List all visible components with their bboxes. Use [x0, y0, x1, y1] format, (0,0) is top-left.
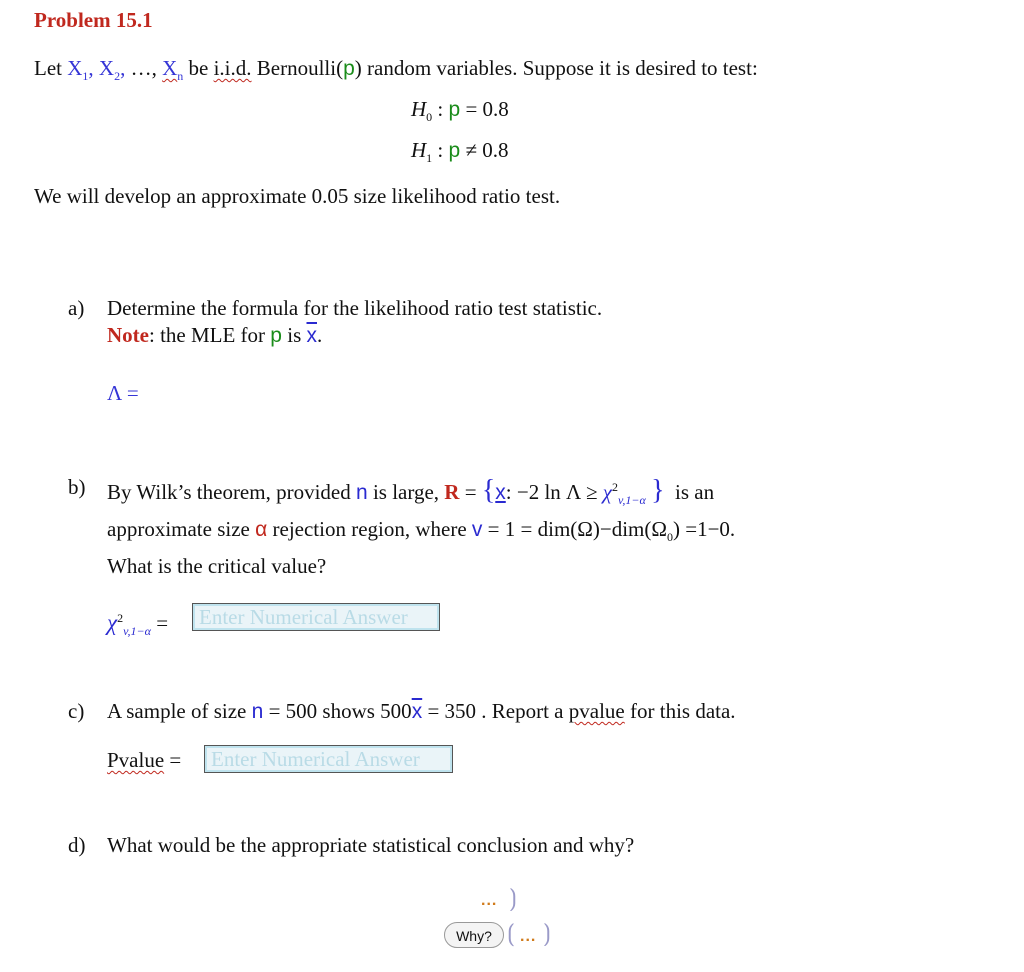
- hypothesis-h1: $H_1$ : p ≠ 0.8: [411, 138, 509, 166]
- pvalue-input[interactable]: [204, 745, 453, 773]
- critical-value-input[interactable]: [192, 603, 440, 631]
- intro-be: be: [188, 56, 209, 80]
- reason-dropdown[interactable]: ...: [520, 928, 537, 945]
- why-label: Why?: [444, 922, 504, 948]
- part-b-letter: b): [68, 475, 86, 499]
- var-x2: $X_2$,: [98, 56, 126, 84]
- part-b-line3: What is the critical value?: [107, 554, 327, 578]
- part-d-letter: d): [68, 833, 86, 857]
- dropdown-bracket-icon: ⟯: [509, 885, 517, 912]
- lambda-label: Λ =: [107, 381, 139, 405]
- var-xn: $X_n$: [162, 56, 184, 84]
- dropdown-bracket-left-icon: ⟮: [507, 920, 515, 947]
- iid-word: i.i.d.: [213, 56, 252, 80]
- part-b-line2: approximate size α rejection region, where $v = 1 = dim(\Omega)-dim(\Omega_0) =1-0$.: [107, 517, 736, 545]
- develop-statement: We will develop an approximate 0.05 size likelihood ratio test.: [34, 184, 561, 208]
- critical-value-label: $\chi^2_{v,1-\alpha}$ =: [107, 610, 169, 639]
- problem-title: Problem 15.1: [34, 8, 153, 32]
- bernoulli-text: Bernoulli(: [256, 56, 344, 80]
- part-c-letter: c): [68, 699, 85, 723]
- param-p: p: [343, 57, 355, 80]
- part-d-question: What would be the appropriate statistical conclusion and why?: [107, 833, 635, 857]
- intro-let: Let: [34, 56, 62, 80]
- intro-dots: …,: [130, 56, 157, 80]
- part-a-question: Determine the formula for the likelihood ratio test statistic.: [107, 296, 603, 320]
- pvalue-label: Pvalue =: [107, 748, 182, 772]
- part-a-letter: a): [68, 296, 85, 320]
- part-c-question: A sample of size n = 500 shows $500\overline{x} = 350$ . Report a pvalue for this data.: [107, 699, 736, 723]
- dropdown-bracket-right-icon: ⟯: [543, 920, 551, 947]
- intro-line: [34, 55, 758, 89]
- part-b-line1: By Wilk’s theorem, provided n is large, R = {x: −2 $\ln \Lambda \ge \chi^2_{v,1-\alpha}$ } is an: [107, 475, 715, 508]
- conclusion-dropdown[interactable]: ...: [481, 892, 498, 909]
- intro-rest: ) random variables. Suppose it is desired to test:: [354, 56, 758, 80]
- hypothesis-h0: $H_0$ : p = 0.8: [411, 97, 509, 125]
- part-a-note: Note: the MLE for p is $\overline{x}$.: [107, 323, 323, 347]
- var-x1: $X_1$,: [67, 56, 94, 84]
